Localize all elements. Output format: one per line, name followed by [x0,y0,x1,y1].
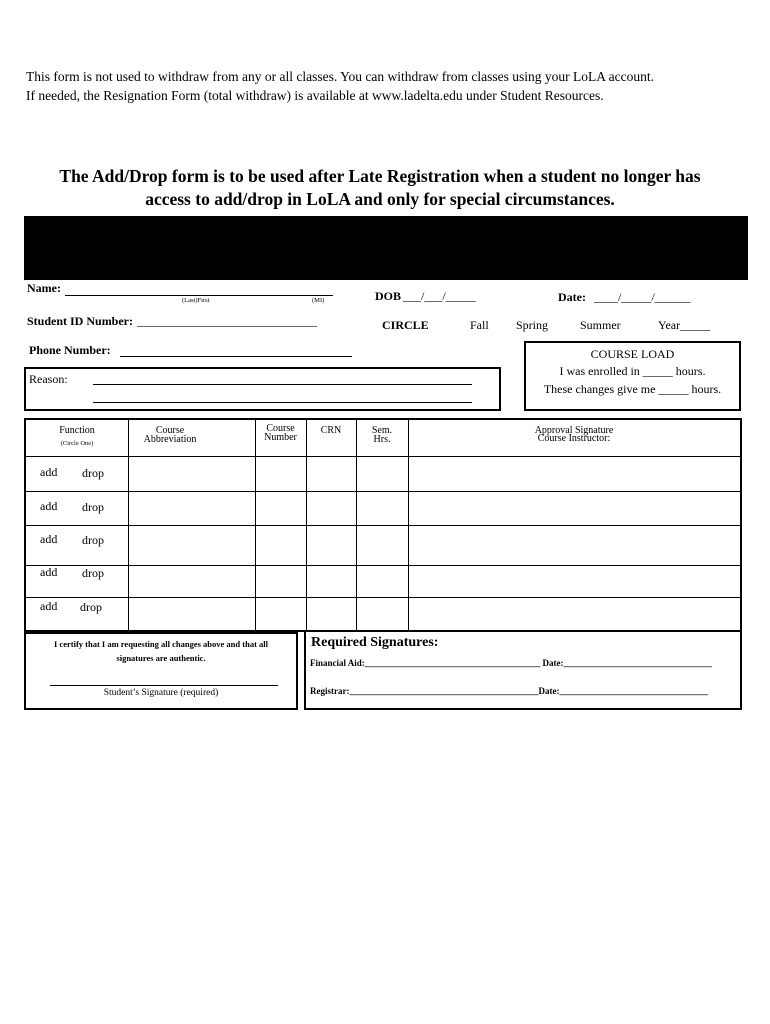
header-function-sub: (Circle One) [60,440,94,447]
row-2-add[interactable]: add [40,499,58,513]
reason-label: Reason: [29,372,68,386]
date-label: Date: [558,290,586,304]
table-row-divider [26,491,740,492]
intro-line-1: This form is not used to withdraw from any or all classes. You can withdraw from classes using your LoLA account. [26,69,655,84]
circle-label: CIRCLE [382,318,429,332]
headline-line-1: The Add/Drop form is to be used after Late Registration when a student no longer has [59,166,701,186]
reason-line-1[interactable] [93,384,472,385]
header-course-number-2: Number [264,432,297,443]
phone-field[interactable] [120,356,352,357]
certify-line-2: signatures are authentic. [116,653,206,663]
financial-aid-signature-line[interactable]: Financial Aid:_______________________________________ Date:_________________________________ [310,658,712,668]
intro-line-2: If needed, the Resignation Form (total withdraw) is available at www.ladelta.edu under Student Resources. [26,88,604,103]
student-signature-line[interactable] [50,685,278,686]
header-sem-hrs-2: Hrs. [373,434,391,445]
student-signature-label: Student’s Signature (required) [103,688,219,698]
reason-line-2[interactable] [93,402,472,403]
course-load-enrolled: I was enrolled in _____ hours. [559,364,706,378]
phone-label: Phone Number: [29,343,111,357]
certify-line-1: I certify that I am requesting all changes above and that all [54,639,268,649]
row-3-add[interactable]: add [40,532,58,546]
row-3-drop[interactable]: drop [82,533,104,547]
headline-line-2: access to add/drop in LoLA and only for special circumstances. [145,189,615,209]
term-year[interactable]: Year_____ [658,318,711,332]
intro-text [26,67,654,105]
black-banner [24,216,748,280]
name-field[interactable] [65,295,333,296]
row-4-drop[interactable]: drop [82,566,104,580]
dob-label: DOB [375,289,402,303]
certify-text [24,637,298,665]
table-row-divider [26,597,740,598]
row-5-drop[interactable]: drop [80,600,102,614]
reason-box [24,367,501,411]
student-id-field[interactable]: ______________________________ [137,314,317,328]
header-course-abbrev-2: Abbreviation [143,434,197,445]
header-course-abbrev-1: Course [155,425,185,436]
registrar-signature-line[interactable]: Registrar:__________________________________________Date:_________________________________ [310,686,708,696]
header-sem-hrs-1: Sem. [371,425,393,436]
course-table [24,418,742,632]
header-crn: CRN [320,425,342,436]
required-signatures-title: Required Signatures: [311,635,439,650]
name-label: Name: [27,281,61,295]
course-load-changes: These changes give me _____ hours. [543,382,722,396]
term-fall[interactable]: Fall [470,318,489,332]
row-5-add[interactable]: add [40,599,58,613]
form-headline [20,165,740,211]
date-field[interactable]: ____/_____/______ [594,290,691,304]
name-sub-mi: (MI) [312,297,325,304]
term-spring[interactable]: Spring [516,318,549,332]
name-sub-last-first: (Last)First [182,297,210,304]
row-2-drop[interactable]: drop [82,500,104,514]
header-function: Function [59,425,95,436]
student-id-label: Student ID Number: [27,314,134,328]
table-row-divider [26,565,740,566]
dob-field[interactable]: ___/___/_____ [403,289,476,303]
header-approval-2: Course Instructor: [537,433,611,444]
row-4-add[interactable]: add [40,565,58,579]
header-course-number-1: Course [266,423,295,434]
table-row-divider [26,525,740,526]
row-1-add[interactable]: add [40,465,58,479]
course-load-title: COURSE LOAD [590,347,675,361]
row-1-drop[interactable]: drop [82,466,104,480]
table-header-divider [26,456,740,457]
header-approval-1: Approval Signature [534,425,614,436]
term-summer[interactable]: Summer [580,318,621,332]
